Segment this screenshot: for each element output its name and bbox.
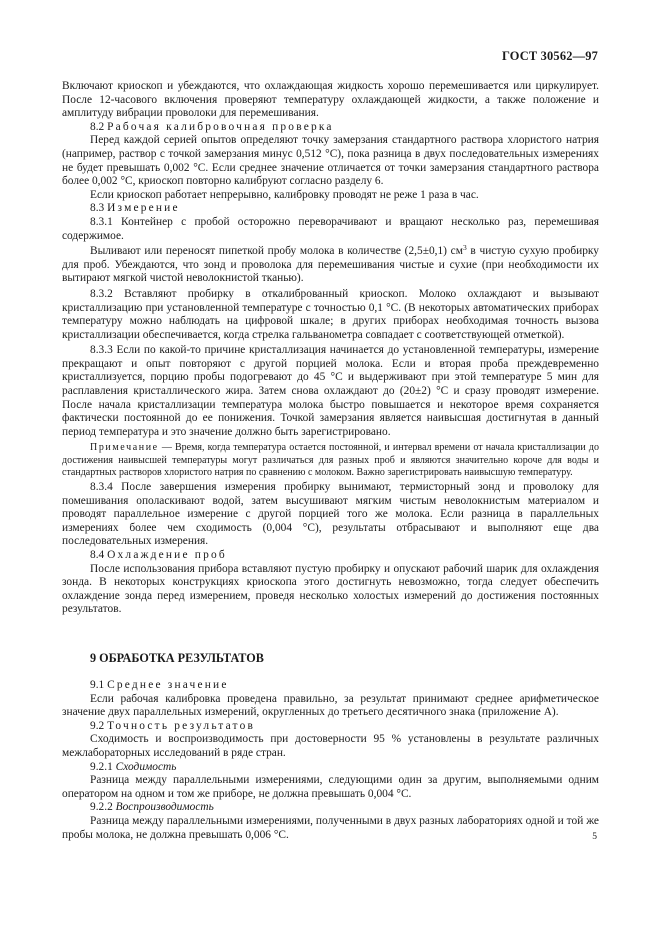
paragraph-9-2: Сходимость и воспроизводимость при достоверности 95 % установлены в результате различных межлабораторных исследований в ряде стран.: [62, 733, 599, 759]
section-title: Измерение: [107, 202, 180, 215]
section-number: 9.2.2: [90, 801, 113, 814]
document-body: [62, 80, 599, 842]
subsection-8-4-heading: [62, 549, 599, 563]
page-number: 5: [592, 832, 597, 842]
paragraph-calibration: Перед каждой серией опытов определяют точку замерзания стандартного раствора хлористого натрия (например, раствор с точкой замерзания минус 0,512 °С), пока разница в двух последовательных измерениях не будет превышать 0,002 °С. Если среднее значение отличается от точки замерзания стандартного раствора более 0,002 °С, криоскоп повторно калибруют согласно разделу 6.: [62, 134, 599, 188]
paragraph-9-2-2: Разница между параллельными измерениями, полученными в двух разных лабораториях одной и той же пробы молока, не должна превышать 0,006 °С.: [62, 814, 599, 841]
superscript: 3: [462, 243, 467, 253]
section-title: Рабочая калибровочная проверка: [107, 120, 334, 133]
paragraph-8-4: После использования прибора вставляют пустую пробирку и опускают рабочий шарик для охлаждения зонда. В некоторых конструкциях криоскопа этого достигнуть невозможно, тогда следует обеспечить охлаждение зонда перед измерением, проведя несколько холостых измерений до достижения постоянных результатов.: [62, 562, 599, 616]
paragraph-8-3-2: 8.3.2 Вставляют пробирку в откалиброванный криоскоп. Молоко охлаждают и вызывают кристаллизацию при установленной температуре с точностью 0,1 °С. (В некоторых автоматических приборах температуру можно наблюдать на цифровой шкале; в других приборах необходимая точность вызова кристаллизации обеспечивается, когда стрелка гальванометра совпадает с соответствующей отметкой).: [62, 287, 599, 341]
section-9-heading: 9 ОБРАБОТКА РЕЗУЛЬТАТОВ: [90, 650, 264, 665]
note-paragraph: [62, 442, 599, 479]
paragraph-9-2-1: Разница между параллельными измерениями, следующими один за другим, выполняемыми одним оператором на одном и том же приборе, не должна превышать 0,004 °С.: [62, 774, 599, 800]
paragraph-calibration-frequency: Если криоскоп работает непрерывно, калибровку проводят не реже 1 раза в час.: [90, 188, 479, 201]
paragraph-9-1: Если рабочая калибровка проведена правильно, за результат принимают среднее арифметическое значение двух параллельных измерений, округленных до третьего десятичного знака (приложение А).: [62, 692, 599, 719]
subsection-9-2-1-heading: [62, 761, 599, 775]
subsection-8-2-heading: [62, 121, 599, 135]
section-number: 8.4: [90, 549, 105, 562]
subsection-9-2-heading: [62, 720, 599, 734]
paragraph-8-3-4: 8.3.4 После завершения измерения пробирку вынимают, термисторный зонд и проволоку для помешивания ополаскивают водой, затем высушивают мягким чистым неволокнистым материалом и проводят параллельное измерение с другой порцией того же молока. Если разница в параллельных измерениях более чем сходимость (0,004 °С), результаты отбрасывают и выполняют еще два последовательных измерения.: [62, 481, 599, 548]
section-number: 9.1: [90, 678, 105, 691]
text-run: в чистую сухую пробирку для проб. Убеждаются, что зонд и проволока для перемешивания чистые и сухие (при необходимости их вытирают мягкой чистой неволокнистой тканью).: [62, 245, 600, 285]
section-title: Точность результатов: [107, 719, 256, 732]
paragraph-8-3-1-pipette: [62, 245, 599, 286]
section-number: 8.2: [90, 120, 105, 133]
document-header: ГОСТ 30562—97: [501, 49, 598, 63]
paragraph-8-3-1: 8.3.1 Контейнер с пробой осторожно переворачивают и вращают несколько раз, перемешивая содержимое.: [62, 215, 599, 242]
subsection-8-3-heading: [62, 202, 599, 216]
subsection-9-2-2-heading: [62, 801, 599, 815]
section-title: Воспроизводимость: [115, 801, 214, 814]
note-text: — Время, когда температура остается постоянной, и интервал времени от начала кристаллизации до достижения наивысшей температуры могут различаться для разных проб и являются значительно короче для воды и стандартных растворов хлористого натрия по сравнению с молоком. Важно зарегистрировать наивысшую температуру.: [62, 442, 599, 478]
section-number: 9.2: [90, 719, 105, 732]
paragraph-kryoscope-start: Включают криоскоп и убеждаются, что охлаждающая жидкость хорошо перемешивается или циркулирует. После 12-часового включения проверяют температуру охлаждающей жидкости, а также положение и амплитуду вибрации проволоки для перемешивания.: [62, 80, 599, 120]
section-title: Охлаждение проб: [107, 549, 227, 562]
section-title: Среднее значение: [107, 678, 229, 691]
paragraph-8-3-3: 8.3.3 Если по какой-то причине кристаллизация начинается до установленной температуры, измерение прекращают и опыт повторяют с другой порцией молока. Если и вторая проба преждевременно кристаллизуется, порцию пробы подогревают до 45 °С и выдерживают при этой температуре 5 мин для расплавления кристаллического жира. Затем снова охлаждают до (20±2) °С и сразу проводят измерение. После начала кристаллизации температура молока быстро повышается и некоторое время сохраняется фактически постоянной до ее понижения. Точкой замерзания является наивысшая достигнутая в данный период температура и это значение должно быть зарегистрировано.: [62, 344, 599, 438]
section-title: Сходимость: [115, 760, 177, 773]
section-number: 8.3: [90, 202, 105, 215]
text-run: Выливают или переносят пипеткой пробу молока в количестве (2,5±0,1) см: [90, 245, 463, 258]
subsection-9-1-heading: [62, 679, 599, 693]
note-label: Примечание: [90, 442, 159, 454]
section-number: 9.2.1: [90, 760, 113, 773]
